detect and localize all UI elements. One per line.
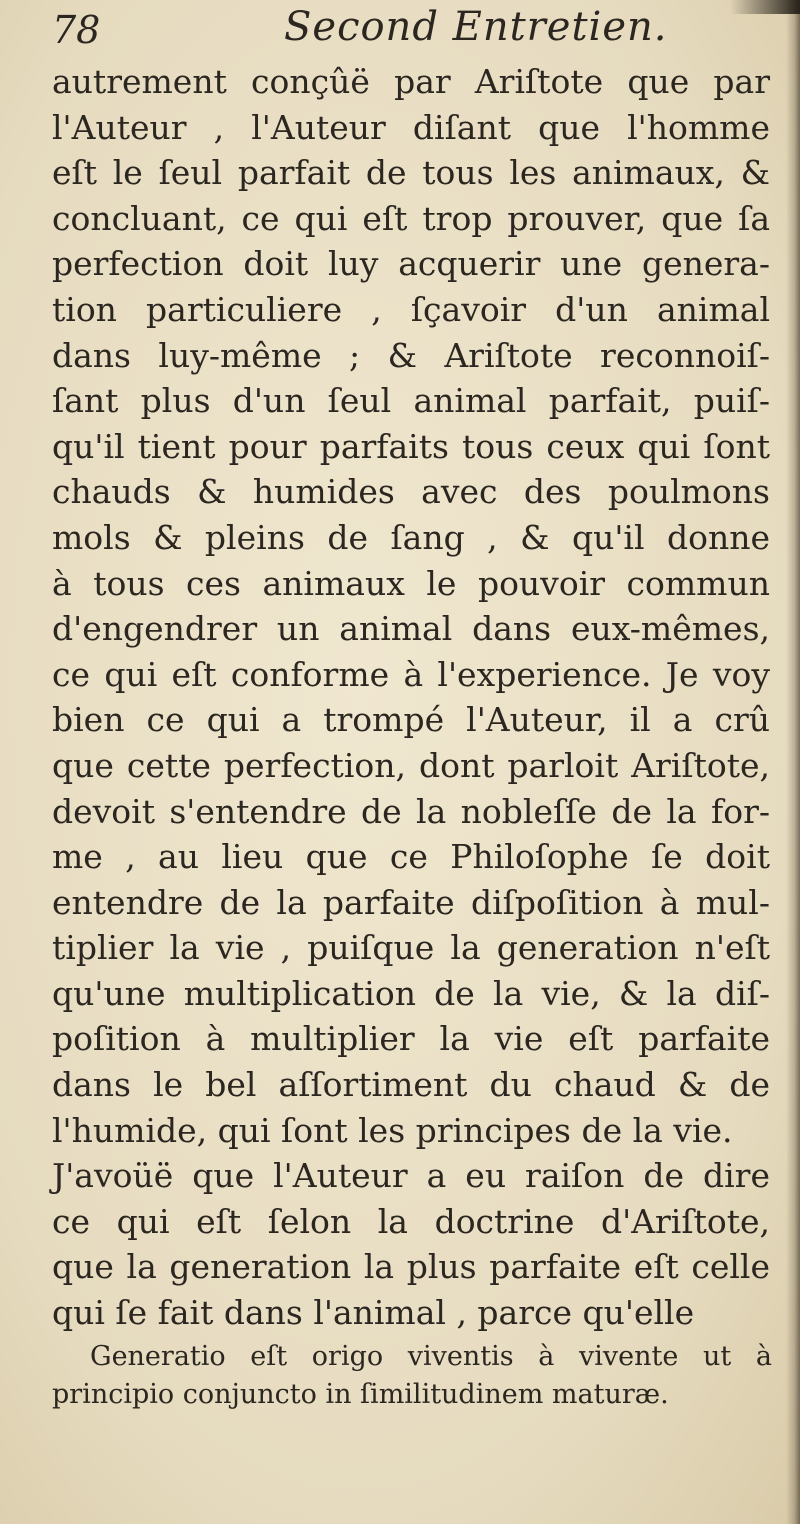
text-line: concluant, ce qui eſt trop prouver, que ſa xyxy=(52,198,770,238)
text-line: chauds & humides avec des poulmons xyxy=(52,472,770,512)
text-line: tion particuliere , ſçavoir d'un animal xyxy=(52,289,770,329)
text-line: l'Auteur , l'Auteur diſant que l'homme xyxy=(52,107,770,147)
text-line: tiplier la vie , puiſque la generation n'eſt xyxy=(52,928,770,968)
text-line: ce qui eſt ſelon la doctrine d'Ariſtote, xyxy=(52,1201,770,1241)
text-line: ce qui eſt conforme à l'experience. Je voy xyxy=(52,654,770,694)
page-header xyxy=(52,2,762,54)
text-line: perfection doit luy acquerir une genera- xyxy=(52,244,770,284)
text-line: ſant plus d'un ſeul animal parfait, puiſ- xyxy=(52,381,770,421)
text-line: que cette perfection, dont parloit Ariſtote, xyxy=(52,745,770,785)
text-line: autrement conçûë par Ariſtote que par xyxy=(52,62,770,101)
text-line: qu'il tient pour parfaits tous ceux qui ſont xyxy=(52,426,770,466)
page-number: 78 xyxy=(52,8,101,52)
text-line: J'avoüë que l'Auteur a eu raiſon de dire xyxy=(52,1156,770,1196)
text-line: poſition à multiplier la vie eſt parfaite xyxy=(52,1019,770,1059)
footnote-line: Generatio eſt origo viventis à vivente ut à xyxy=(90,1341,772,1372)
footnote-line: principio conjuncto in ſimilitudinem maturæ. xyxy=(52,1379,669,1410)
text-line: qui ſe fait dans l'animal , parce qu'elle xyxy=(52,1293,695,1333)
text-line: entendre de la parfaite diſpoſition à mul- xyxy=(52,882,770,922)
text-line: l'humide, qui ſont les principes de la vie. xyxy=(52,1110,733,1150)
main-text-block xyxy=(52,59,770,1336)
text-line: qu'une multiplication de la vie, & la diſ- xyxy=(52,973,770,1013)
text-line: devoit s'entendre de la nobleſſe de la for- xyxy=(52,791,770,831)
text-line: à tous ces animaux le pouvoir commun xyxy=(52,563,770,603)
text-line: mols & pleins de ſang , & qu'il donne xyxy=(52,517,770,557)
running-head: Second Entretien. xyxy=(284,4,668,50)
text-line: dans luy-même ; & Ariſtote reconnoiſ- xyxy=(52,335,770,375)
text-line: que la generation la plus parfaite eſt celle xyxy=(52,1247,770,1287)
footnote-block xyxy=(52,1338,772,1414)
text-line: d'engendrer un animal dans eux-mêmes, xyxy=(52,609,770,649)
text-line: me , au lieu que ce Philoſophe ſe doit xyxy=(52,837,770,877)
text-line: eſt le ſeul parfait de tous les animaux, & xyxy=(52,153,770,193)
text-line: bien ce qui a trompé l'Auteur, il a crû xyxy=(52,700,770,740)
page-edge-shadow xyxy=(786,0,800,1524)
text-line: dans le bel aſſortiment du chaud & de xyxy=(52,1065,770,1105)
